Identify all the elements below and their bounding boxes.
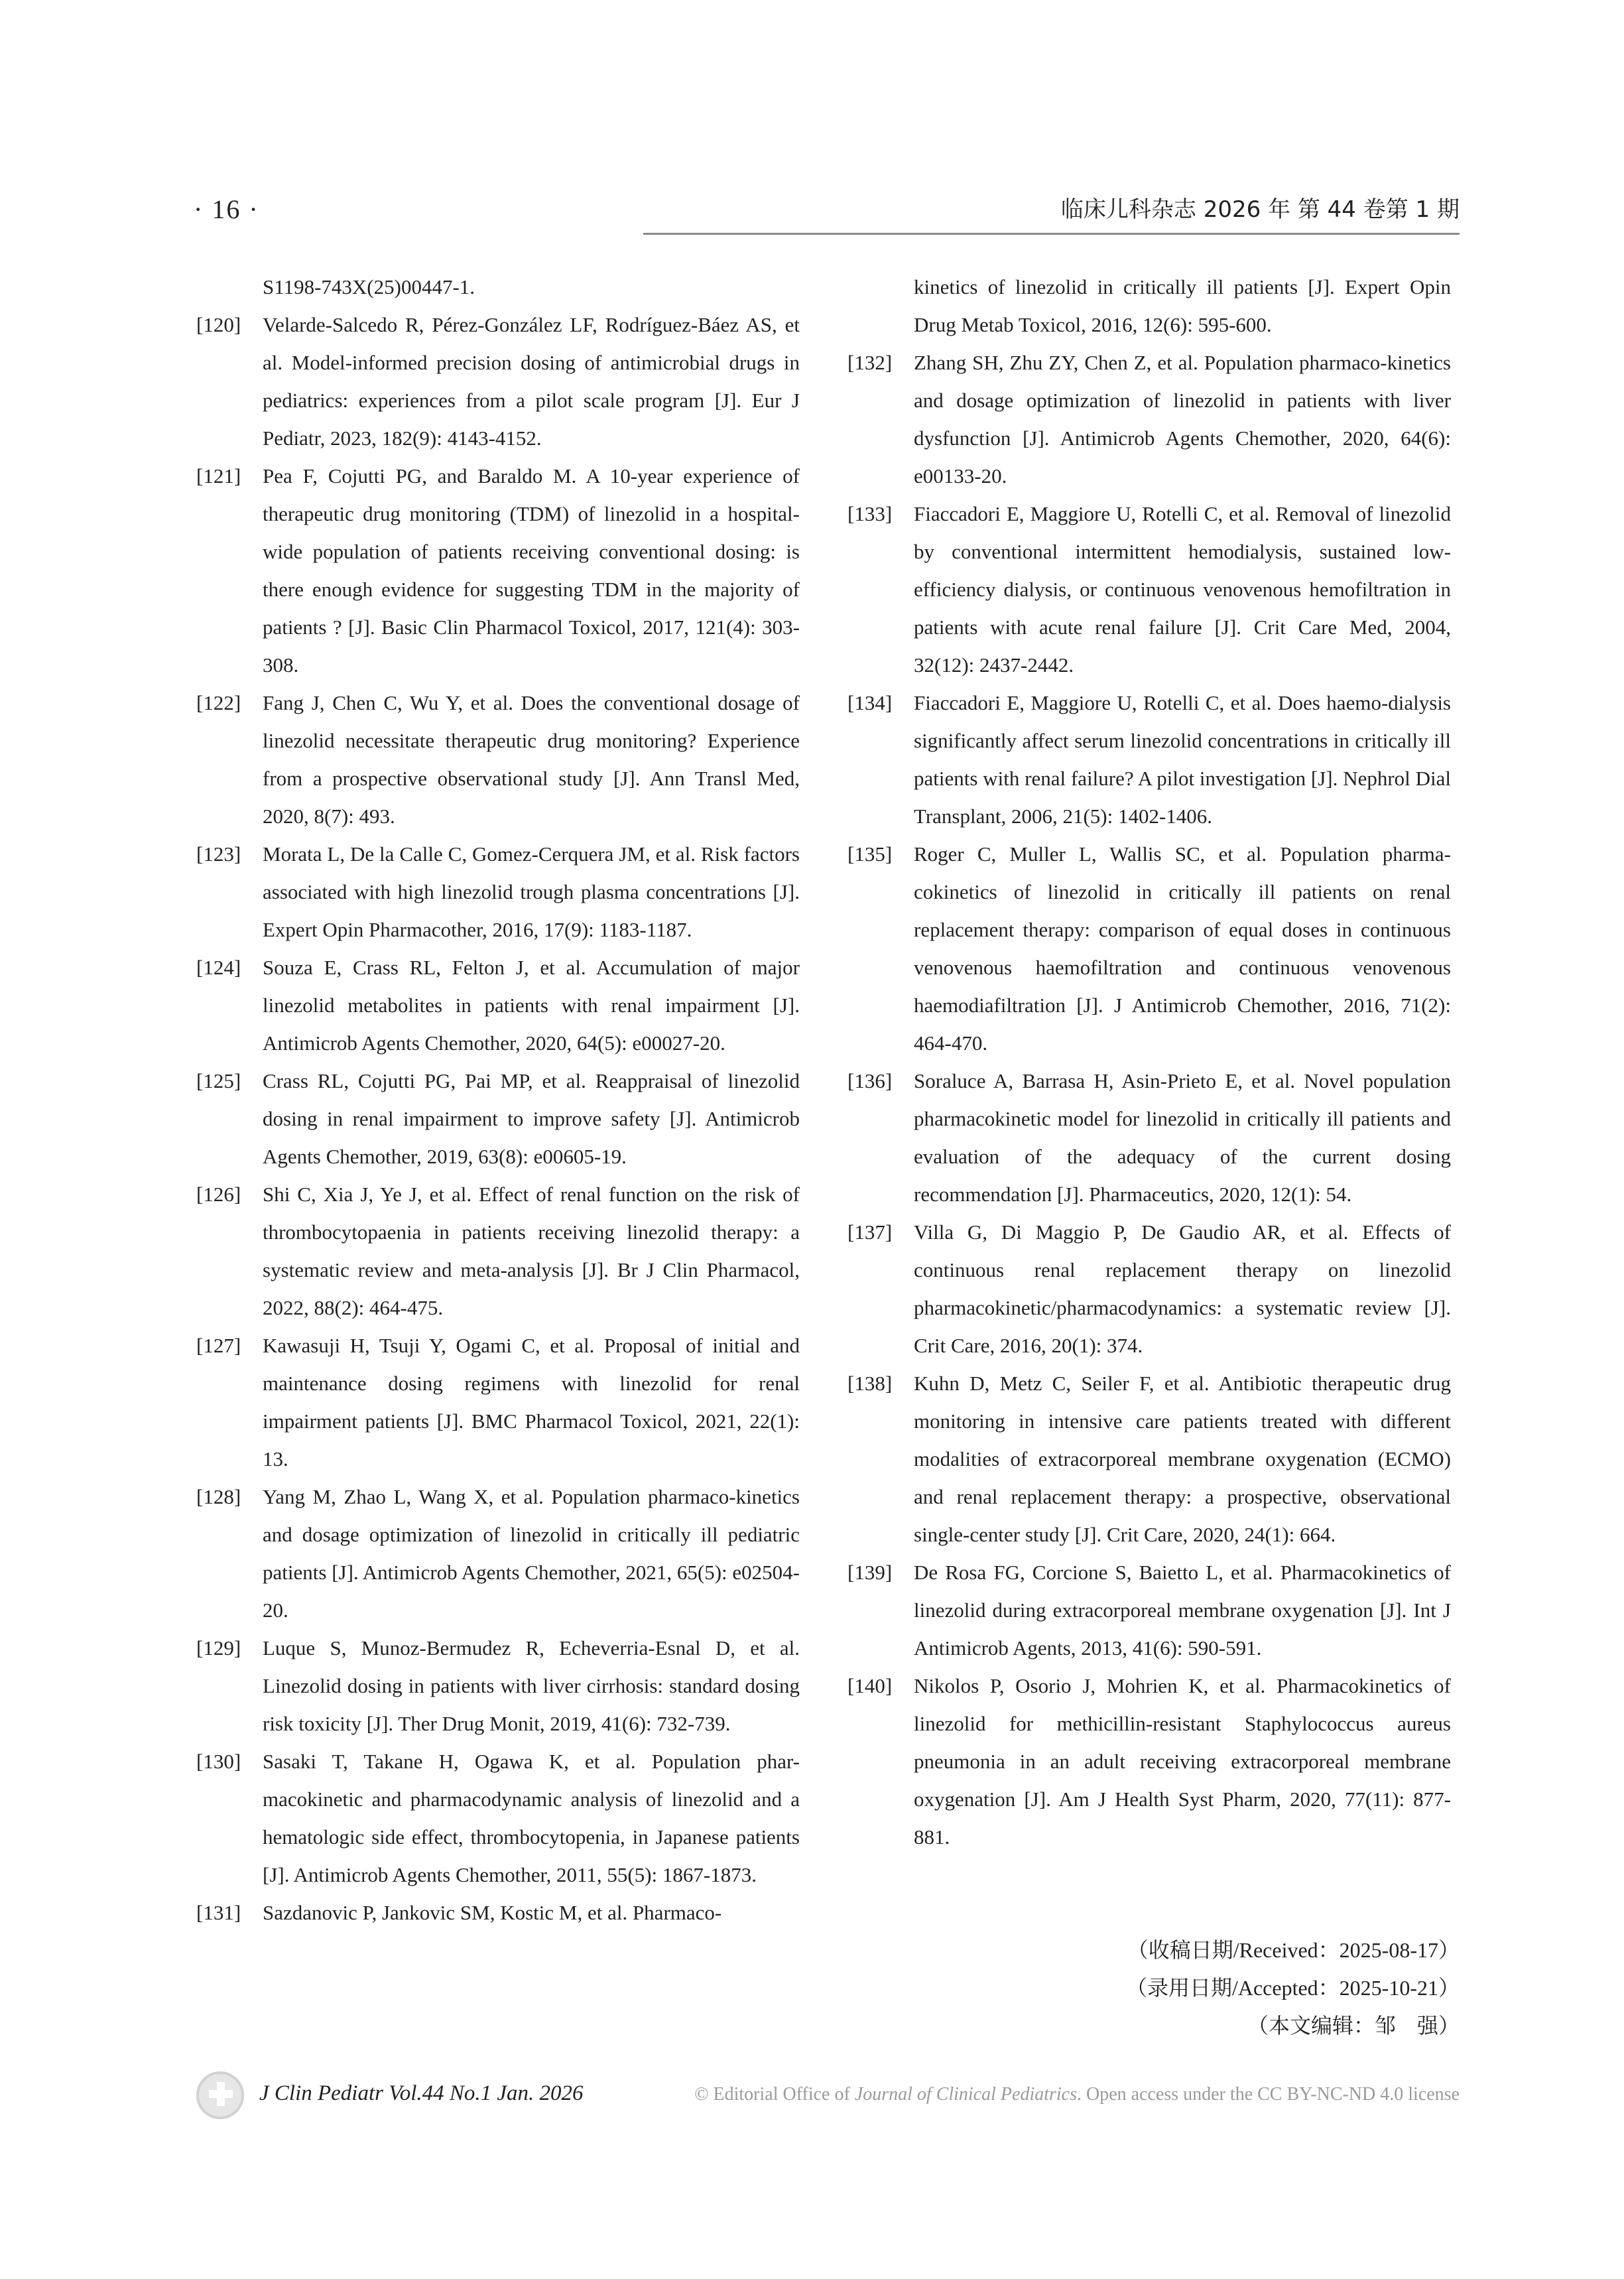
reference-text: S1198-743X(25)00447-1.: [263, 275, 475, 298]
reference-item: [847, 268, 1451, 344]
reference-text: Souza E, Crass RL, Felton J, et al. Accumulation of major linezolid metabolites in patients with renal impairment [J]. Antimicrob Agents Chemother, 2020, 64(5): e00027-20.: [263, 956, 800, 1055]
reference-text: Villa G, Di Maggio P, De Gaudio AR, et al. Effects of continuous renal replacement therapy on linezolid pharmacokinetic/pharmacodynamics: a systematic review [J]. Crit Care, 2016, 20(1): 374.: [914, 1220, 1451, 1357]
reference-number: [136]: [847, 1069, 893, 1092]
reference-number: [131]: [196, 1901, 241, 1924]
reference-item: [196, 457, 800, 684]
reference-number: [139]: [847, 1561, 893, 1584]
references-left-column: [196, 268, 800, 1931]
reference-text: Fang J, Chen C, Wu Y, et al. Does the conventional dosage of linezolid necessitate therapeutic drug monitoring? Experience from a prospective observational study [J]. Ann Transl Med, 2020, 8(7): 493.: [263, 691, 800, 828]
reference-item: [847, 1213, 1451, 1364]
reference-text: Fiaccadori E, Maggiore U, Rotelli C, et al. Does haemo-dialysis significantly affect serum linezolid concentrations in critically ill patients with renal failure? A pilot investigation [J]. Nephrol Dial Transplant, 2006, 21(5): 1402-1406.: [914, 691, 1451, 828]
reference-text: De Rosa FG, Corcione S, Baietto L, et al. Pharmacokinetics of linezolid during extracorporeal membrane oxygenation [J]. Int J Antimicrob Agents, 2013, 41(6): 590-591.: [914, 1561, 1451, 1660]
reference-text: Luque S, Munoz-Bermudez R, Echeverria-Esnal D, et al. Linezolid dosing in patients with liver cirrhosis: standard dosing risk toxicity [J]. Ther Drug Monit, 2019, 41(6): 732-739.: [263, 1636, 800, 1735]
reference-number: [123]: [196, 842, 241, 866]
reference-number: [127]: [196, 1334, 241, 1357]
reference-item: [196, 1894, 800, 1931]
reference-item: [196, 306, 800, 457]
reference-number: [133]: [847, 502, 893, 525]
footer-citation: J Clin Pediatr Vol.44 No.1 Jan. 2026: [259, 2081, 584, 2105]
reference-text: Zhang SH, Zhu ZY, Chen Z, et al. Population pharmaco-kinetics and dosage optimization of linezolid in patients with liver dysfunction [J]. Antimicrob Agents Chemother, 2020, 64(6): e00133-20.: [914, 351, 1451, 488]
reference-number: [137]: [847, 1220, 893, 1244]
reference-text: Velarde-Salcedo R, Pérez-González LF, Rodríguez-Báez AS, et al. Model-informed precision dosing of antimicrobial drugs in pediatrics: experiences from a pilot scale program [J]. Eur J Pediatr, 2023, 182(9): 4143-4152.: [263, 313, 800, 450]
reference-number: [130]: [196, 1750, 241, 1773]
running-head: 临床儿科杂志 2026 年 第 44 卷第 1 期: [1060, 196, 1460, 223]
reference-number: [129]: [196, 1636, 241, 1660]
editor-credit: （本文编辑：邹 强）: [1247, 2014, 1460, 2038]
article-dates: [1126, 1931, 1460, 2045]
reference-text: Sasaki T, Takane H, Ogawa K, et al. Population phar-macokinetic and pharmacodynamic analysis of linezolid and a hematologic side effect, thrombocytopenia, in Japanese patients [J]. Antimicrob Agents Chemother, 2011, 55(5): 1867-1873.: [263, 1750, 800, 1886]
reference-text: Shi C, Xia J, Ye J, et al. Effect of renal function on the risk of thrombocytopaenia in patients receiving linezolid therapy: a systematic review and meta-analysis [J]. Br J Clin Pharmacol, 2022, 88(2): 464-475.: [263, 1183, 800, 1319]
reference-number: [124]: [196, 956, 241, 979]
reference-item: [847, 684, 1451, 835]
reference-number: [121]: [196, 464, 241, 488]
reference-text: Kawasuji H, Tsuji Y, Ogami C, et al. Proposal of initial and maintenance dosing regimens with linezolid for renal impairment patients [J]. BMC Pharmacol Toxicol, 2021, 22(1): 13.: [263, 1334, 800, 1470]
reference-number: [138]: [847, 1372, 893, 1395]
reference-item: [847, 1553, 1451, 1667]
reference-item: [196, 1478, 800, 1629]
license-suffix: . Open access under the CC BY-NC-ND 4.0 license: [1077, 2084, 1460, 2105]
reference-number: [135]: [847, 842, 893, 866]
journal-name: Journal of Clinical Pediatrics: [854, 2084, 1078, 2105]
reference-item: [196, 684, 800, 835]
reference-text: kinetics of linezolid in critically ill patients [J]. Expert Opin Drug Metab Toxicol, 2016, 12(6): 595-600.: [914, 275, 1451, 336]
reference-number: [132]: [847, 351, 893, 374]
reference-item: [847, 1667, 1451, 1856]
header-rule: [643, 233, 1460, 235]
reference-item: [196, 835, 800, 948]
reference-item: [847, 344, 1451, 495]
reference-number: [125]: [196, 1069, 241, 1092]
reference-text: Pea F, Cojutti PG, and Baraldo M. A 10-year experience of therapeutic drug monitoring (TDM) of linezolid in a hospital-wide population of patients receiving conventional dosing: is there enough evidence for suggesting TDM in the majority of patients ? [J]. Basic Clin Pharmacol Toxicol, 2017, 121(4): 303-308.: [263, 464, 800, 677]
reference-item: [196, 948, 800, 1062]
reference-text: Roger C, Muller L, Wallis SC, et al. Population pharma-cokinetics of linezolid in critically ill patients on renal replacement therapy: comparison of equal doses in continuous venovenous haemofiltration and continuous venovenous haemodiafiltration [J]. J Antimicrob Chemother, 2016, 71(2): 464-470.: [914, 842, 1451, 1055]
footer-license: [694, 2078, 1460, 2111]
reference-text: Crass RL, Cojutti PG, Pai MP, et al. Reappraisal of linezolid dosing in renal impairment to improve safety [J]. Antimicrob Agents Chemother, 2019, 63(8): e00605-19.: [263, 1069, 800, 1168]
reference-number: [140]: [847, 1674, 893, 1697]
reference-number: [120]: [196, 313, 241, 336]
reference-item: [196, 1629, 800, 1742]
journal-emblem-icon: [196, 2071, 244, 2119]
license-prefix: © Editorial Office of: [694, 2084, 855, 2105]
reference-number: [128]: [196, 1485, 241, 1508]
reference-text: Fiaccadori E, Maggiore U, Rotelli C, et al. Removal of linezolid by conventional intermittent hemodialysis, sustained low-efficiency dialysis, or continuous venovenous hemofiltration in patients with acute renal failure [J]. Crit Care Med, 2004, 32(12): 2437-2442.: [914, 502, 1451, 677]
reference-text: Kuhn D, Metz C, Seiler F, et al. Antibiotic therapeutic drug monitoring in intensive care patients treated with different modalities of extracorporeal membrane oxygenation (ECMO) and renal replacement therapy: a prospective, observational single-center study [J]. Crit Care, 2020, 24(1): 664.: [914, 1372, 1451, 1546]
reference-text: Yang M, Zhao L, Wang X, et al. Population pharmaco-kinetics and dosage optimization of linezolid in critically ill pediatric patients [J]. Antimicrob Agents Chemother, 2021, 65(5): e02504-20.: [263, 1485, 800, 1622]
reference-item: [196, 1742, 800, 1894]
reference-item: [196, 268, 800, 306]
reference-item: [847, 495, 1451, 684]
reference-text: Sazdanovic P, Jankovic SM, Kostic M, et al. Pharmaco-: [263, 1901, 722, 1924]
page-number: · 16 ·: [194, 194, 259, 224]
reference-text: Soraluce A, Barrasa H, Asin-Prieto E, et al. Novel population pharmacokinetic model for linezolid in critically ill patients and evaluation of the adequacy of the current dosing recommendation [J]. Pharmaceutics, 2020, 12(1): 54.: [914, 1069, 1451, 1206]
reference-number: [134]: [847, 691, 893, 714]
reference-item: [196, 1175, 800, 1327]
reference-text: Morata L, De la Calle C, Gomez-Cerquera JM, et al. Risk factors associated with high linezolid trough plasma concentrations [J]. Expert Opin Pharmacother, 2016, 17(9): 1183-1187.: [263, 842, 800, 941]
reference-item: [847, 1062, 1451, 1213]
reference-item: [847, 1364, 1451, 1553]
reference-item: [847, 835, 1451, 1062]
references-right-column: [847, 268, 1451, 1856]
reference-item: [196, 1327, 800, 1478]
reference-text: Nikolos P, Osorio J, Mohrien K, et al. Pharmacokinetics of linezolid for methicillin-resistant Staphylococcus aureus pneumonia in an adult receiving extracorporeal membrane oxygenation [J]. Am J Health Syst Pharm, 2020, 77(11): 877-881.: [914, 1674, 1451, 1849]
page-footer: [196, 2074, 1460, 2114]
reference-number: [122]: [196, 691, 241, 714]
reference-number: [126]: [196, 1183, 241, 1206]
reference-item: [196, 1062, 800, 1175]
accepted-date: （录用日期/Accepted：2025-10-21）: [1125, 1976, 1460, 2000]
received-date: （收稿日期/Received：2025-08-17）: [1127, 1938, 1460, 1962]
